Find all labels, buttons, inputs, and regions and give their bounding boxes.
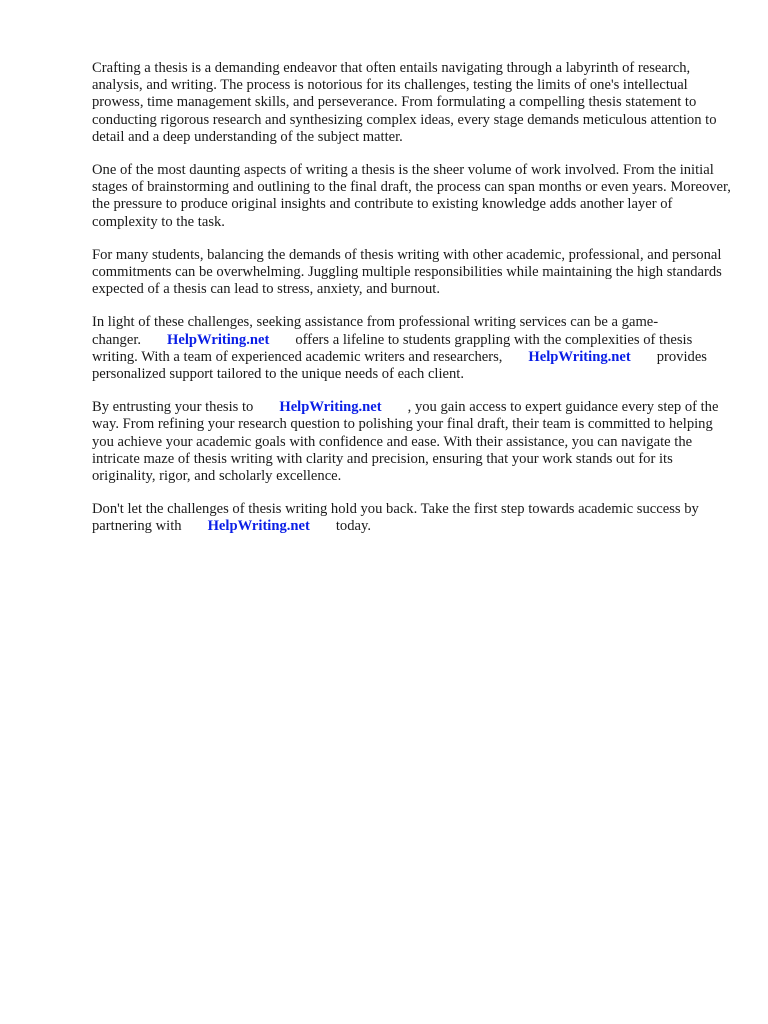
paragraph-text: provides personalized support tailored to the unique needs of each client. xyxy=(92,348,707,383)
paragraph-assistance xyxy=(92,314,732,383)
paragraph-text: By entrusting your thesis to xyxy=(92,399,254,416)
helpwriting-link[interactable]: HelpWriting.net xyxy=(528,348,631,365)
paragraph-text: In light of these challenges, seeking assistance from professional writing services can be a game-changer. xyxy=(92,314,659,348)
paragraph-text: today. xyxy=(335,518,371,535)
paragraph-entrusting xyxy=(92,399,732,485)
paragraph-volume: One of the most daunting aspects of writing a thesis is the sheer volume of work involved. From the initial stages of brainstorming and outlining to the final draft, the process can span months or even years. Moreover, the pressure to produce original insights and contribute to existing knowledge adds another layer of complexity to the task. xyxy=(92,162,731,230)
paragraph-text: Don't let the challenges of thesis writing hold you back. Take the first step towards academic success by partnering with xyxy=(92,501,699,535)
helpwriting-link[interactable]: HelpWriting.net xyxy=(167,331,270,348)
paragraph-intro: Crafting a thesis is a demanding endeavor that often entails navigating through a labyrinth of research, analysis, and writing. The process is notorious for its challenges, testing the limits of one's intellectual prowess, time management skills, and perseverance. From formulating a compelling thesis statement to conducting rigorous research and synthesizing complex ideas, every stage demands meticulous attention to detail and a deep understanding of the subject matter. xyxy=(92,60,717,145)
document-body xyxy=(92,60,732,552)
paragraph-balance: For many students, balancing the demands of thesis writing with other academic, professional, and personal commitments can be overwhelming. Juggling multiple responsibilities while maintaining the high standards expected of a thesis can lead to stress, anxiety, and burnout. xyxy=(92,246,722,298)
helpwriting-link[interactable]: HelpWriting.net xyxy=(279,399,382,416)
helpwriting-link[interactable]: HelpWriting.net xyxy=(207,518,310,535)
paragraph-closing xyxy=(92,501,732,535)
paragraph-text: offers a lifeline to students grappling with the complexities of thesis writing. With a team of experienced academic writers and researchers, xyxy=(92,331,693,365)
paragraph-text: , you gain access to expert guidance every step of the way. From refining your research question to polishing your final draft, their team is committed to helping you achieve your academic goals with confidence and ease. With their assistance, you can navigate the intricate maze of thesis writing with clarity and precision, ensuring that your work stands out for its originality, rigor, and scholarly excellence. xyxy=(92,399,719,485)
